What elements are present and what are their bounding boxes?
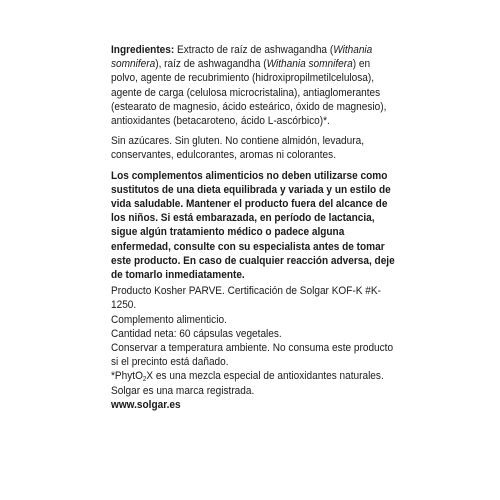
phyto-footnote xyxy=(111,369,396,383)
product-label-text xyxy=(111,43,396,412)
ingredients-text-2: ), raíz de ashwagandha ( xyxy=(155,58,267,71)
ingredients-latin-name-1: Withania somnifera xyxy=(111,44,373,71)
net-quantity: Cantidad neta: 60 cápsulas vegetales. xyxy=(111,327,282,340)
phyto-prefix: *PhytO xyxy=(111,370,143,383)
ingredients-text-1: Extracto de raíz de ashwagandha ( xyxy=(174,44,334,56)
ingredients-text-3: ) en polvo, agente de recubrimiento (hidroxipropilmetilcelulosa), agente de carga (celulosa microcristalina), antiaglomerantes (estearato de magnesio, ácido esteárico, óxido de magnesio), antioxidantes (betacaroteno, ácido L-ascórbico)*. xyxy=(111,58,387,128)
ingredients-paragraph xyxy=(111,43,396,128)
warning-statement: Los complementos alimenticios no deben utilizarse como sustitutos de una dieta equilibrada y variada y un estilo de vida saludable. Mantener el producto fuera del alcance de los niños. Si está embarazada, en período de lactancia, sigue algún tratamiento médico o padece alguna enfermedad, consulte con su especialista antes de tomar este producto. En caso de cualquier reacción adversa, deje de tomarlo inmediatamente. xyxy=(111,169,395,282)
phyto-subscript: 2 xyxy=(142,376,147,384)
trademark-statement: Solgar es una marca registrada. xyxy=(111,384,255,397)
supplement-statement: Complemento alimenticio. xyxy=(111,313,227,326)
kosher-statement: Producto Kosher PARVE. Certificación de Solgar KOF-K #K-1250. xyxy=(111,285,381,312)
free-from-statement: Sin azúcares. Sin gluten. No contiene almidón, levadura, conservantes, edulcorantes, aromas ni colorantes. xyxy=(111,135,364,162)
ingredients-heading: Ingredientes: xyxy=(111,44,175,56)
ingredients-latin-name-2: Withania somnifera xyxy=(266,58,353,71)
phyto-suffix: X es una mezcla especial de antioxidantes naturales. xyxy=(146,370,384,383)
storage-statement: Conservar a temperatura ambiente. No consuma este producto si el precinto está dañado. xyxy=(111,342,394,369)
website-link[interactable]: www.solgar.es xyxy=(111,398,181,411)
